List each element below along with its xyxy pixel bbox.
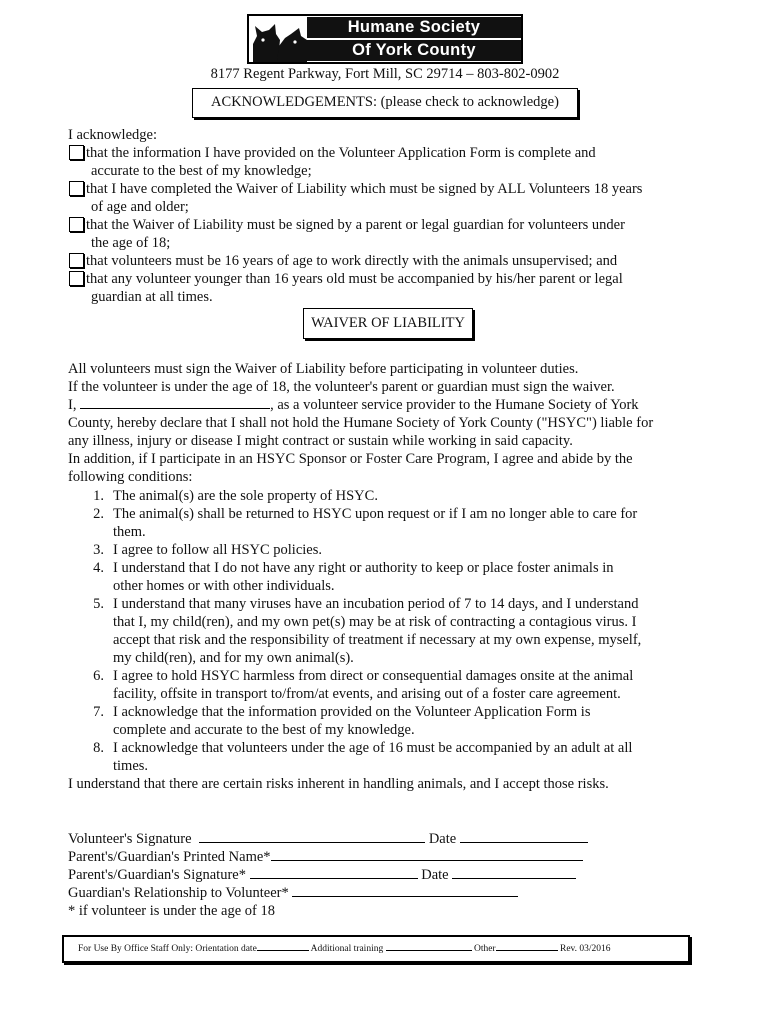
parent-name-label: Parent's/Guardian's Printed Name* <box>68 849 271 865</box>
condition-7-number: 7. <box>93 704 104 720</box>
condition-1-number: 1. <box>93 488 104 504</box>
condition-8-number: 8. <box>93 740 104 756</box>
relationship-row <box>68 884 518 902</box>
condition-1-line1: The animal(s) are the sole property of HSYC. <box>113 488 378 504</box>
condition-5-line4: my child(ren), and for my own animal(s). <box>113 650 354 666</box>
volunteer-date-label: Date <box>428 831 457 847</box>
ack-item-1-line1: that the information I have provided on the Volunteer Application Form is complete and <box>86 145 596 161</box>
office-use-box <box>62 935 690 963</box>
office-orientation-label: For Use By Office Staff Only: Orientation date <box>78 944 257 954</box>
guardian-note: * if volunteer is under the age of 18 <box>68 903 275 919</box>
parent-signature-label: Parent's/Guardian's Signature* <box>68 867 246 883</box>
ack-item-3-line1: that the Waiver of Liability must be signed by a parent or legal guardian for volunteers under <box>86 217 625 233</box>
logo-text-line2: Of York County <box>307 40 521 61</box>
hsyc-logo <box>247 14 523 64</box>
volunteer-name-field[interactable] <box>80 396 270 409</box>
condition-5-line3: accept that risk and the responsibility of treatment if necessary at my own expense, myself, <box>113 632 642 648</box>
parent-date-field[interactable] <box>452 866 576 879</box>
risk-statement: I understand that there are certain risks inherent in handling animals, and I accept those risks. <box>68 776 609 792</box>
cat-dog-silhouette-icon <box>249 16 309 62</box>
ack-item-1-line2: accurate to the best of my knowledge; <box>91 163 312 179</box>
condition-4-number: 4. <box>93 560 104 576</box>
volunteer-signature-label: Volunteer's Signature <box>68 831 192 847</box>
training-field[interactable] <box>386 940 472 951</box>
condition-2-number: 2. <box>93 506 104 522</box>
condition-2-line1: The animal(s) shall be returned to HSYC upon request or if I am no longer able to care for <box>113 506 638 522</box>
condition-7-line2: complete and accurate to the best of my knowledge. <box>113 722 415 738</box>
acknowledgements-heading: ACKNOWLEDGEMENTS: (please check to acknowledge) <box>192 88 578 118</box>
ack-item-5-line1: that any volunteer younger than 16 years old must be accompanied by his/her parent or legal <box>86 271 623 287</box>
condition-6-line2: facility, offsite in transport to/from/at events, and arising out of a foster care agreement. <box>113 686 621 702</box>
condition-4-line1: I understand that I do not have any right or authority to keep or place foster animals in <box>113 560 614 576</box>
address-line: 8177 Regent Parkway, Fort Mill, SC 29714 – 803-802-0902 <box>210 66 560 82</box>
waiver-heading: WAIVER OF LIABILITY <box>303 308 473 339</box>
addition-line2: following conditions: <box>68 469 193 485</box>
ack-checkbox-4[interactable] <box>69 253 84 268</box>
addition-line1: In addition, if I participate in an HSYC Sponsor or Foster Care Program, I agree and abide by the <box>68 451 633 467</box>
condition-8-line1: I acknowledge that volunteers under the age of 16 must be accompanied by an adult at all <box>113 740 633 756</box>
declare-line3: any illness, injury or disease I might contract or sustain while working in said capacity. <box>68 433 573 449</box>
office-other-label: Other <box>473 944 496 954</box>
office-training-label: Additional training <box>310 944 384 954</box>
parent-signature-row <box>68 866 576 884</box>
ack-item-5-line2: guardian at all times. <box>91 289 213 305</box>
volunteer-signature-row <box>68 830 588 848</box>
declare-suffix: , as a volunteer service provider to the Humane Society of York <box>270 397 639 413</box>
ack-checkbox-1[interactable] <box>69 145 84 160</box>
ack-intro: I acknowledge: <box>68 127 157 143</box>
other-field[interactable] <box>496 940 558 951</box>
ack-checkbox-5[interactable] <box>69 271 84 286</box>
condition-5-line1: I understand that many viruses have an incubation period of 7 to 14 days, and I understand <box>113 596 639 612</box>
parent-date-label: Date <box>421 867 449 883</box>
condition-3-line1: I agree to follow all HSYC policies. <box>113 542 322 558</box>
parent-signature-field[interactable] <box>250 866 418 879</box>
ack-item-4-line1: that volunteers must be 16 years of age to work directly with the animals unsupervised; and <box>86 253 618 269</box>
declare-prefix: I, <box>68 397 77 413</box>
relationship-label: Guardian's Relationship to Volunteer* <box>68 885 289 901</box>
condition-2-line2: them. <box>113 524 146 540</box>
waiver-para-line1: All volunteers must sign the Waiver of Liability before participating in volunteer duties. <box>68 361 579 377</box>
ack-item-3-line2: the age of 18; <box>91 235 171 251</box>
volunteer-signature-field[interactable] <box>199 830 425 843</box>
condition-6-line1: I agree to hold HSYC harmless from direct or consequential damages onsite at the animal <box>113 668 634 684</box>
condition-5-line2: that I, my child(ren), and my own pet(s) may be at risk of contracting a contagious virus. I <box>113 614 637 630</box>
condition-4-line2: other homes or with other individuals. <box>113 578 335 594</box>
ack-checkbox-2[interactable] <box>69 181 84 196</box>
ack-item-2-line2: of age and older; <box>91 199 189 215</box>
logo-text-line1: Humane Society <box>307 17 521 38</box>
relationship-field[interactable] <box>292 884 518 897</box>
condition-6-number: 6. <box>93 668 104 684</box>
condition-3-number: 3. <box>93 542 104 558</box>
waiver-para-line2: If the volunteer is under the age of 18, the volunteer's parent or guardian must sign the waiver. <box>68 379 615 395</box>
condition-7-line1: I acknowledge that the information provided on the Volunteer Application Form is <box>113 704 591 720</box>
ack-item-2-line1: that I have completed the Waiver of Liability which must be signed by ALL Volunteers 18 years <box>86 181 643 197</box>
declare-line2: County, hereby declare that I shall not hold the Humane Society of York County ("HSYC") liable for <box>68 415 654 431</box>
orientation-date-field[interactable] <box>257 940 309 951</box>
declare-line1 <box>68 396 639 414</box>
condition-5-number: 5. <box>93 596 104 612</box>
parent-name-field[interactable] <box>271 848 583 861</box>
parent-name-row <box>68 848 583 866</box>
volunteer-date-field[interactable] <box>460 830 588 843</box>
condition-8-line2: times. <box>113 758 149 774</box>
ack-checkbox-3[interactable] <box>69 217 84 232</box>
revision-label: Rev. 03/2016 <box>559 944 611 954</box>
